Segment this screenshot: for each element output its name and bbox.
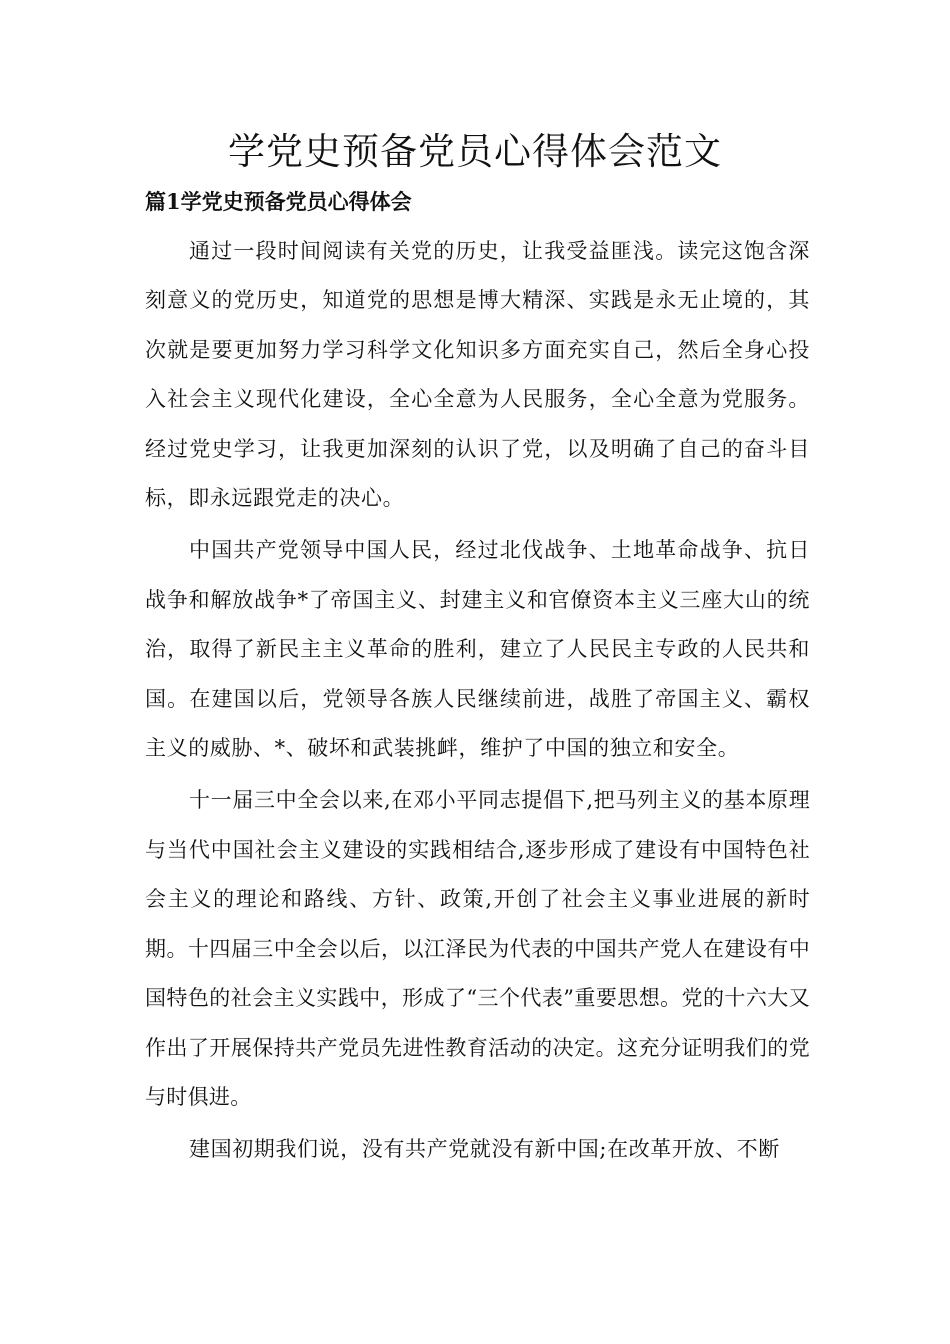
paragraph: 建国初期我们说，没有共产党就没有新中国;在改革开放、不断	[189, 1137, 780, 1162]
paragraph: 十一届三中全会以来,在邓小平同志提倡下,把马列主义的基本原理与当代中国社会主义建设的实践相结合,逐步形成了建设有中国特色社会主义的理论和路线、方针、政策,开创了社会主义事业进展的新时期。十四届三中全会以后，以江泽民为代表的中国共产党人在建设有中国特色的社会主义实践中，形成了“三个代表”重要思想。党的十六大又作出了开展保持共产党员先进性教育活动的决定。这充分证明我们的党与时俱进。	[145, 788, 810, 1109]
document-body	[145, 227, 810, 1178]
section-heading: 篇1学党史预备党员心得体会	[145, 189, 412, 214]
paragraph: 通过一段时间阅读有关党的历史，让我受益匪浅。读完这饱含深刻意义的党历史，知道党的思想是博大精深、实践是永无止境的，其次就是要更加努力学习科学文化知识多方面充实自己，然后全身心投入社会主义现代化建设，全心全意为人民服务，全心全意为党服务。经过党史学习，让我更加深刻的认识了党，以及明确了自己的奋斗目标，即永远跟党走的决心。	[145, 239, 810, 511]
document-title: 学党史预备党员心得体会范文	[228, 130, 722, 173]
paragraph: 中国共产党领导中国人民，经过北伐战争、土地革命战争、抗日战争和解放战争*了帝国主义、封建主义和官僚资本主义三座大山的统治，取得了新民主主义革命的胜利，建立了人民民主专政的人民共和国。在建国以后，党领导各族人民继续前进，战胜了帝国主义、霸权主义的威胁、*、破坏和武装挑衅，维护了中国的独立和安全。	[145, 538, 810, 761]
